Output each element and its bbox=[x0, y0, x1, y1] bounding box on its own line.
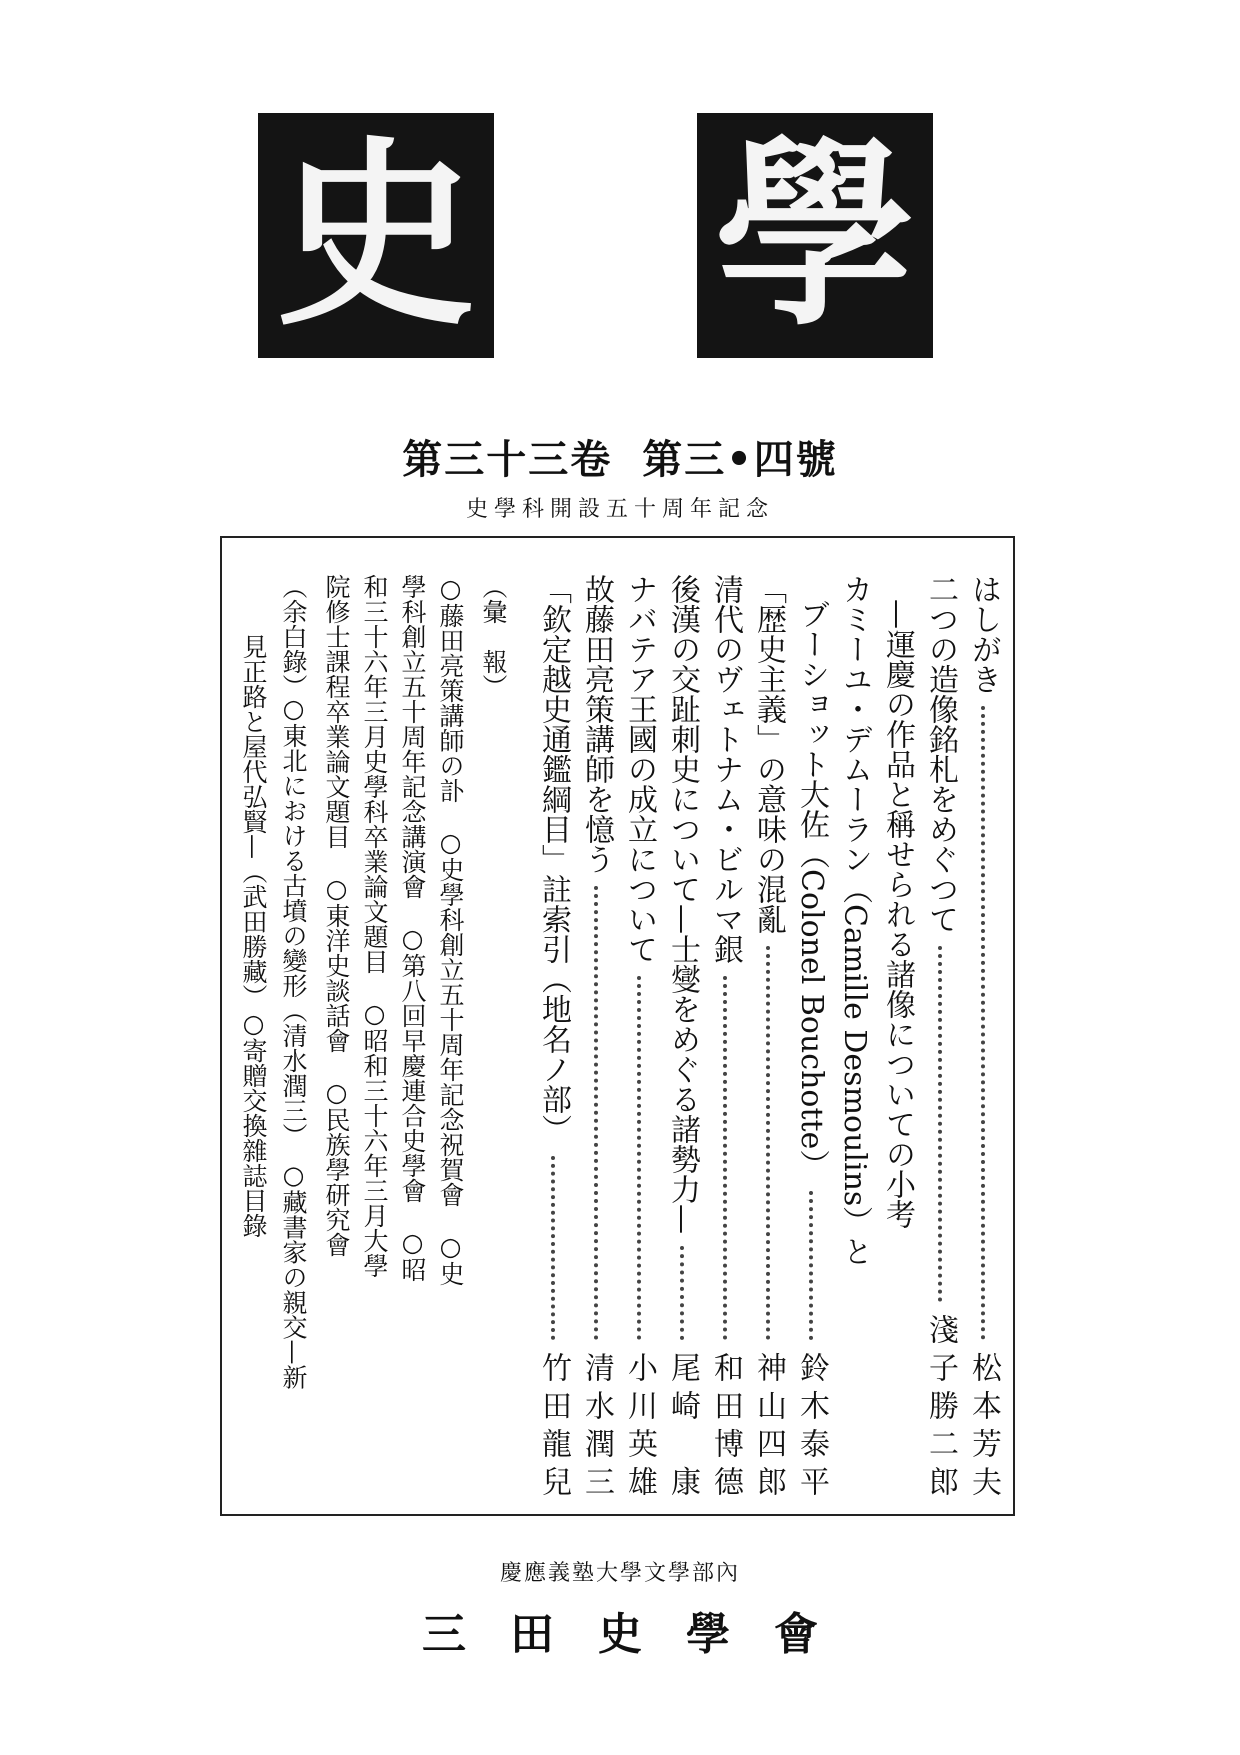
toc-entry bbox=[662, 574, 702, 1504]
dot-leader bbox=[766, 946, 770, 1340]
publisher-affiliation: 慶應義塾大學文學部內 bbox=[499, 1561, 740, 1586]
dot-leader bbox=[680, 1246, 684, 1340]
news-line-text: 學科創立五十周年記念講演會 ○第八回早慶連合史學會 ○昭 bbox=[398, 574, 427, 1282]
news-label: （彙 報） bbox=[479, 574, 508, 699]
toc-entry-author: 小川英雄 bbox=[622, 1352, 657, 1504]
toc-entry bbox=[834, 574, 874, 1504]
table-of-contents bbox=[220, 536, 1015, 1516]
issue-label: 第三•四號 bbox=[642, 436, 838, 483]
toc-entry-title: はしがき bbox=[966, 574, 1001, 694]
yohaku-line-text: 見正路と屋代弘賢—（武田勝藏）○寄贈交換雜誌目錄 bbox=[239, 634, 268, 1238]
toc-entry-author: 尾崎 康 bbox=[665, 1352, 700, 1504]
news-line bbox=[430, 574, 470, 1504]
yohaku-line-text: ○東北における古墳の變形（清水潤三） ○藏書家の親交—新 bbox=[279, 694, 308, 1390]
toc-entry-subtitle: ブーショット大佐（Colonel Bouchotte） bbox=[794, 599, 829, 1180]
dot-leader bbox=[723, 976, 727, 1340]
toc-entry-title: 「欽定越史通鑑綱目」註索引（地名ノ部） bbox=[536, 574, 571, 1144]
news-section-label bbox=[473, 574, 513, 1504]
toc-entry-title: ナバテア王國の成立について bbox=[622, 574, 657, 964]
toc-entry-title: 後漢の交趾刺史について—士燮をめぐる諸勢力— bbox=[665, 574, 700, 1234]
toc-entry-title: カミーユ・デムーラン（Camille Desmoulins）と bbox=[837, 574, 872, 1267]
toc-entry-subtitle-column bbox=[791, 574, 831, 1504]
yohaku-line bbox=[273, 694, 313, 1514]
dot-leader bbox=[551, 1156, 555, 1340]
news-line bbox=[392, 574, 432, 1504]
masthead-logo-shi bbox=[258, 113, 494, 358]
toc-entry-title: 清代のヴェトナム・ビルマ銀 bbox=[708, 574, 743, 964]
publisher-society: 三田史學會 bbox=[422, 1609, 862, 1660]
toc-entry bbox=[705, 574, 745, 1504]
commemoration-subtitle: 史學科開設五十周年記念 bbox=[465, 497, 774, 522]
toc-entry-author: 神山四郎 bbox=[751, 1352, 786, 1504]
news-line-text: ○藤田亮策講師の訃 ○史學科創立五十周年記念祝賀會 ○史 bbox=[436, 574, 465, 1286]
news-line bbox=[354, 574, 394, 1504]
toc-entry-title: 「歴史主義」の意味の混亂 bbox=[751, 574, 786, 934]
toc-entry-author: 淺子勝二郎 bbox=[923, 1314, 958, 1504]
toc-entry-title: 故藤田亮策講師を憶う bbox=[579, 574, 614, 874]
toc-entry-author: 竹田龍兒 bbox=[536, 1352, 571, 1504]
masthead-char-1: 史 bbox=[275, 117, 476, 353]
masthead-char-2: 學 bbox=[714, 117, 915, 353]
toc-entry bbox=[963, 574, 1003, 1504]
dot-leader bbox=[637, 976, 641, 1340]
toc-entry bbox=[748, 574, 788, 1504]
toc-entry-subtitle-column bbox=[877, 574, 917, 1504]
toc-entry bbox=[619, 574, 659, 1504]
yohaku-line bbox=[233, 634, 273, 1494]
toc-entry-author: 鈴木泰平 bbox=[794, 1352, 829, 1504]
dot-leader bbox=[938, 946, 942, 1302]
volume-issue-line bbox=[0, 428, 1240, 485]
news-line bbox=[316, 574, 356, 1504]
toc-entry bbox=[533, 574, 573, 1504]
toc-entry-author: 松本芳夫 bbox=[966, 1352, 1001, 1504]
toc-entry-author: 清水潤三 bbox=[579, 1352, 614, 1504]
news-line-text: 院修士課程卒業論文題目 ○東洋史談話會 ○民族學研究會 bbox=[322, 574, 351, 1257]
toc-entry-title: 二つの造像銘札をめぐつて bbox=[923, 574, 958, 934]
dot-leader bbox=[809, 1191, 813, 1340]
news-line-text: 和三十六年三月史學科卒業論文題目 ○昭和三十六年三月大學 bbox=[360, 574, 389, 1278]
toc-entry bbox=[920, 574, 960, 1504]
toc-entry-subtitle: —運慶の作品と稱せられる諸像についての小考 bbox=[880, 599, 915, 1229]
dot-leader bbox=[981, 706, 985, 1340]
dot-leader bbox=[594, 886, 598, 1340]
volume-label: 第三十三卷 bbox=[402, 436, 613, 483]
yohaku-label: （余白錄） bbox=[279, 574, 308, 699]
toc-entry bbox=[576, 574, 616, 1504]
masthead-logo-gaku bbox=[697, 113, 933, 358]
toc-entry-author: 和田博德 bbox=[708, 1352, 743, 1504]
